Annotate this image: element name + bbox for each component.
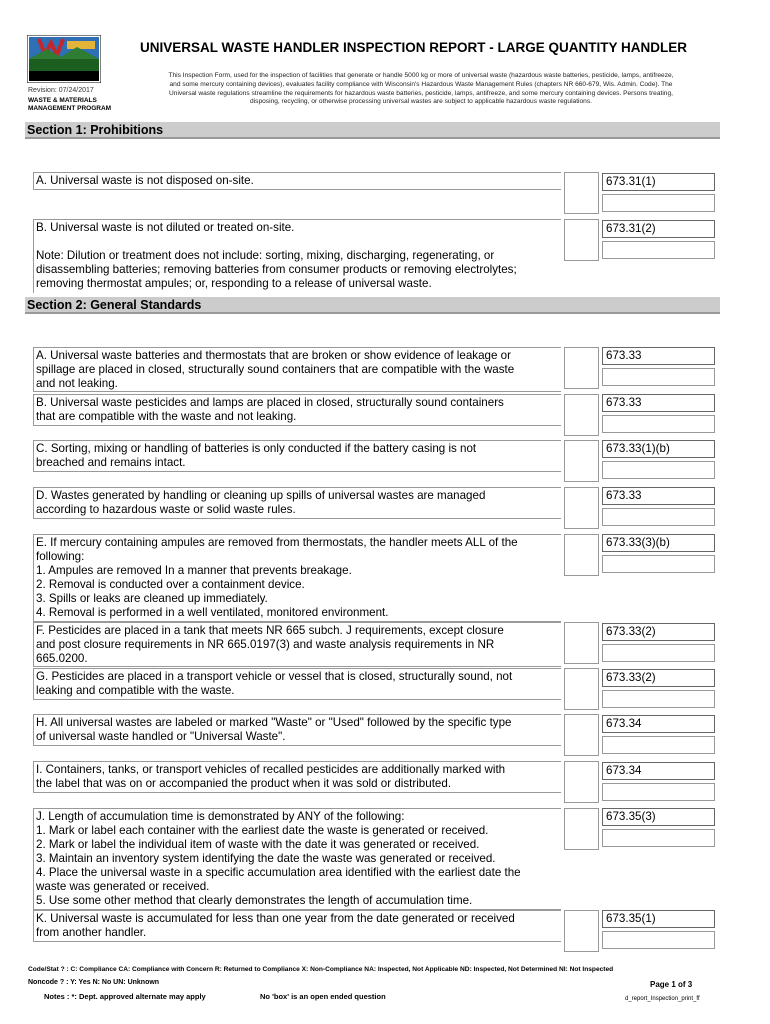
question-line: according to hazardous waste or solid waste rules. (36, 503, 296, 516)
status-box-s2-a[interactable] (564, 347, 599, 389)
question-line (36, 235, 559, 249)
question-line: of universal waste handled or "Universal Waste". (36, 730, 286, 743)
question-line: 5. Use some other method that clearly demonstrates the length of accumulation time. (36, 894, 473, 907)
comment-field-s1-b[interactable] (602, 241, 715, 259)
revision-date: Revision: 07/24/2017 (28, 87, 94, 94)
page-number: Page 1 of 3 (650, 980, 693, 989)
status-box-s2-i[interactable] (564, 761, 599, 803)
intro-line: Universal waste regulations streamline the requirements for hazardous waste batteries, pesticide, lamps, antifreeze, and some mercury containing devices. Persons treating, (169, 89, 673, 97)
status-box-s2-b[interactable] (564, 394, 599, 436)
intro-paragraph (128, 72, 714, 107)
question-line: 3. Spills or leaks are cleaned up immediately. (36, 592, 268, 605)
status-box-s2-g[interactable] (564, 668, 599, 710)
comment-field-s1-a[interactable] (602, 194, 715, 212)
question-line: 4. Place the universal waste in a specific accumulation area identified with the earliest date the (36, 866, 521, 879)
code-s1-a: 673.31(1) (602, 173, 715, 191)
code-s2-e: 673.33(3)(b) (602, 534, 715, 552)
comment-field-s2-a[interactable] (602, 368, 715, 386)
question-line: leaking and compatible with the waste. (36, 684, 235, 697)
comment-field-s2-b[interactable] (602, 415, 715, 433)
status-box-s2-k[interactable] (564, 910, 599, 952)
code-s2-d: 673.33 (602, 487, 715, 505)
question-line: F. Pesticides are placed in a tank that meets NR 665 subch. J requirements, except closure (36, 624, 504, 637)
code-s2-k: 673.35(1) (602, 910, 715, 928)
section-1-header: Section 1: Prohibitions (25, 122, 720, 139)
open-question-note: No 'box' is an open ended question (260, 992, 386, 1001)
question-s2-c (33, 440, 561, 472)
code-s2-i: 673.34 (602, 762, 715, 780)
question-line: C. Sorting, mixing or handling of batteries is only conducted if the battery casing is not (36, 442, 477, 455)
intro-line: disposing, recycling, or otherwise processing universal wastes are subject to applicable hazardous waste regulations. (250, 98, 592, 106)
status-box-s2-j[interactable] (564, 808, 599, 850)
question-line: following: (36, 550, 85, 563)
question-s2-b (33, 394, 561, 426)
code-s2-g: 673.33(2) (602, 669, 715, 687)
question-line: 4. Removal is performed in a well ventilated, monitored environment. (36, 606, 389, 619)
question-line: D. Wastes generated by handling or cleaning up spills of universal wastes are managed (36, 489, 486, 502)
question-s2-f (33, 622, 561, 667)
question-line: E. If mercury containing ampules are removed from thermostats, the handler meets ALL of the (36, 536, 518, 549)
question-line: J. Length of accumulation time is demonstrated by ANY of the following: (36, 810, 405, 823)
question-s2-d (33, 487, 561, 519)
noncode-legend: Noncode ? : Y: Yes N: No UN: Unknown (28, 979, 160, 986)
question-s2-h (33, 714, 561, 746)
question-s1-a (33, 172, 561, 190)
question-line: 1. Ampules are removed In a manner that prevents breakage. (36, 564, 352, 577)
program-line-2: MANAGEMENT PROGRAM (28, 105, 112, 112)
question-s2-k (33, 910, 561, 942)
question-line: and not leaking. (36, 377, 118, 390)
question-line: from another handler. (36, 926, 147, 939)
question-line: the label that was on or accompanied the product when it was sold or distributed. (36, 777, 452, 790)
comment-field-s2-i[interactable] (602, 783, 715, 801)
status-box-s2-f[interactable] (564, 622, 599, 664)
comment-field-s2-c[interactable] (602, 461, 715, 479)
status-box-s2-e[interactable] (564, 534, 599, 576)
status-box-s1-b[interactable] (564, 219, 599, 261)
question-line: B. Universal waste pesticides and lamps are placed in closed, structurally sound containers (36, 396, 504, 409)
question-line: 665.0200. (36, 652, 88, 665)
code-s2-c: 673.33(1)(b) (602, 440, 715, 458)
code-s2-b: 673.33 (602, 394, 715, 412)
question-line: A. Universal waste batteries and thermostats that are broken or show evidence of leakage or (36, 349, 511, 362)
notes-legend: Notes : *: Dept. approved alternate may apply (44, 992, 206, 1001)
question-line: K. Universal waste is accumulated for less than one year from the date generated or received (36, 912, 515, 925)
question-line: that are compatible with the waste and not leaking. (36, 410, 297, 423)
question-s2-j (33, 808, 561, 910)
question-line: A. Universal waste is not disposed on-site. (36, 174, 254, 187)
question-line: waste was generated or received. (36, 880, 210, 893)
question-line: disassembling batteries; removing batteries from consumer products or removing electrolytes; (36, 263, 517, 276)
code-s2-a: 673.33 (602, 347, 715, 365)
code-s2-f: 673.33(2) (602, 623, 715, 641)
question-s2-g (33, 668, 561, 700)
question-s2-i (33, 761, 561, 793)
question-line: spillage are placed in closed, structurally sound containers that are compatible with the waste (36, 363, 515, 376)
wdnr-logo (27, 35, 101, 83)
question-line: I. Containers, tanks, or transport vehicles of recalled pesticides are additionally marked with (36, 763, 506, 776)
code-s2-h: 673.34 (602, 715, 715, 733)
intro-line: This Inspection Form, used for the inspection of facilities that generate or handle 5000 kg or more of universal waste (hazardous waste batteries, pesticide, lamps, antifreeze, (168, 72, 674, 79)
status-box-s1-a[interactable] (564, 172, 599, 214)
question-line: breached and remains intact. (36, 456, 186, 469)
comment-field-s2-h[interactable] (602, 736, 715, 754)
status-box-s2-d[interactable] (564, 487, 599, 529)
code-status-legend: Code/Stat ? : C: Compliance CA: Compliance with Concern R: Returned to Compliance X: Non-Compliance NA: Inspected, Not Applicable ND: Inspected, Not Determined NI: Not Inspected (28, 966, 614, 973)
question-s2-e (33, 534, 561, 622)
question-line: 2. Removal is conducted over a containment device. (36, 578, 305, 591)
intro-line: and some mercury containing devices), evaluates facility compliance with Wisconsin's Hazardous Waste Management Rules (chapters NR 660-679, Wis. Admin. Code). The (169, 80, 673, 88)
program-line-1: WASTE & MATERIALS (28, 97, 97, 104)
comment-field-s2-j[interactable] (602, 829, 715, 847)
program-name (28, 97, 138, 113)
status-box-s2-c[interactable] (564, 440, 599, 482)
question-line: 2. Mark or label the individual item of waste with the date it was generated or received. (36, 838, 480, 851)
code-s2-j: 673.35(3) (602, 808, 715, 826)
question-line: removing thermostat ampules; or, responding to a release of universal waste. (36, 277, 432, 290)
question-line: and post closure requirements in NR 665.0197(3) and waste analysis requirements in NR (36, 638, 495, 651)
report-title: UNIVERSAL WASTE HANDLER INSPECTION REPORT - LARGE QUANTITY HANDLER (140, 40, 688, 55)
status-box-s2-h[interactable] (564, 714, 599, 756)
question-s1-b (33, 219, 561, 293)
comment-field-s2-k[interactable] (602, 931, 715, 949)
comment-field-s2-g[interactable] (602, 690, 715, 708)
question-line: Note: Dilution or treatment does not include: sorting, mixing, discharging, regenerating, or (36, 249, 495, 262)
code-s1-b: 673.31(2) (602, 220, 715, 238)
comment-field-s2-f[interactable] (602, 644, 715, 662)
question-s2-a (33, 347, 561, 392)
question-line: B. Universal waste is not diluted or treated on-site. (36, 221, 295, 234)
question-line: G. Pesticides are placed in a transport vehicle or vessel that is closed, structurally sound, not (36, 670, 513, 683)
report-id: d_report_Inspection_print_ff (625, 996, 700, 1002)
comment-field-s2-d[interactable] (602, 508, 715, 526)
question-line: H. All universal wastes are labeled or marked "Waste" or "Used" followed by the specific type (36, 716, 512, 729)
comment-field-s2-e[interactable] (602, 555, 715, 573)
section-2-header: Section 2: General Standards (25, 297, 720, 314)
question-line: 1. Mark or label each container with the earliest date the waste is generated or received. (36, 824, 489, 837)
question-line: 3. Maintain an inventory system identifying the date the waste was generated or received. (36, 852, 496, 865)
